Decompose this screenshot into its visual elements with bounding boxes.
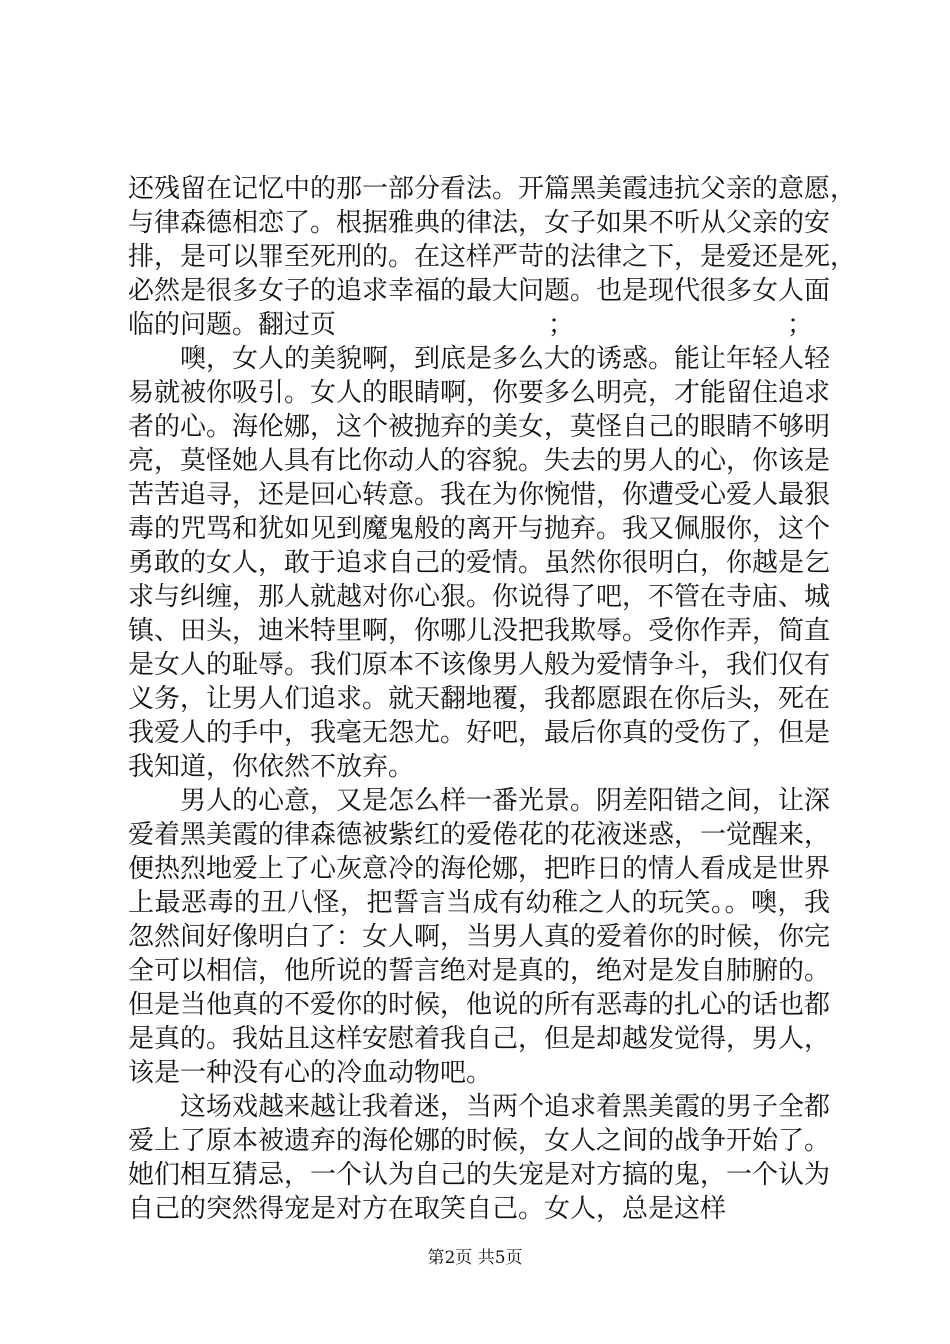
text-line: 自己的突然得宠是对方在取笑自己。女人，总是这样 [128,1194,727,1224]
text-line: 易就被你吸引。女人的眼睛啊，你要多么明亮，才能留住追求 [128,378,831,408]
text-line: 上最恶毒的丑八怪，把誓言当成有幼稚之人的玩笑。。噢，我 [128,888,830,918]
page-footer: 第2页 共5页 [427,1248,523,1268]
text-line: 但是当他真的不爱你的时候，他说的所有恶毒的扎心的话也都 [128,990,831,1020]
text-line: 者的心。海伦娜，这个被抛弃的美女，莫怪自己的眼睛不够明 [128,412,831,442]
text-line: 忽然间好像明白了：女人啊，当男人真的爱着你的时候，你完 [128,922,831,952]
text-line: 亮，莫怪她人具有比你动人的容貌。失去的男人的心，你该是 [128,446,831,476]
paragraph-first-line: 男人的心意，又是怎么样一番光景。阴差阳错之间，让深 [180,786,831,816]
text-line: 义务，让男人们追求。就天翻地覆，我都愿跟在你后头，死在 [128,684,831,714]
semicolon-mark: ； [548,310,575,340]
text-line: 我知道，你依然不放弃。 [128,752,415,782]
text-line: 还残留在记忆中的那一部分看法。开篇黑美霞违抗父亲的意愿， [128,174,857,204]
text-line: 爱着黑美霞的律森德被紫红的爱倦花的花液迷惑，一觉醒来， [128,820,831,850]
text-line: 是真的。我姑且这样安慰着我自己，但是却越发觉得，男人， [128,1024,831,1054]
text-line: 该是一种没有心的冷血动物吧。 [128,1058,493,1088]
text-line: 临的问题。翻过页 [128,310,337,340]
text-line: 与律森德相恋了。根据雅典的律法，女子如果不听从父亲的安 [128,208,831,238]
text-line: 爱上了原本被遗弃的海伦娜的时候，女人之间的战争开始了。 [128,1126,831,1156]
text-line: 便热烈地爱上了心灰意冷的海伦娜，把昨日的情人看成是世界 [128,854,831,884]
paragraph-first-line: 噢，女人的美貌啊，到底是多么大的诱惑。能让年轻人轻 [180,344,831,374]
text-line: 排，是可以罪至死刑的。在这样严苛的法律之下，是爱还是死， [128,242,857,272]
text-line: 是女人的耻辱。我们原本不该像男人般为爱情争斗，我们仅有 [128,650,831,680]
text-line: 我爱人的手中，我毫无怨尤。好吧，最后你真的受伤了，但是 [128,718,831,748]
text-line: 毒的咒骂和犹如见到魔鬼般的离开与抛弃。我又佩服你，这个 [128,514,831,544]
text-line: 苦苦追寻，还是回心转意。我在为你惋惜，你遭受心爱人最狠 [128,480,831,510]
text-line: 求与纠缠，那人就越对你心狠。你说得了吧，不管在寺庙、城 [128,582,831,612]
text-line: 勇敢的女人，敢于追求自己的爱情。虽然你很明白，你越是乞 [128,548,831,578]
text-line: 必然是很多女子的追求幸福的最大问题。也是现代很多女人面 [128,276,831,306]
text-line: 全可以相信，他所说的誓言绝对是真的，绝对是发自肺腑的。 [128,956,831,986]
semicolon-mark: ； [787,310,814,340]
text-line: 镇、田头，迪米特里啊，你哪儿没把我欺辱。受你作弄，简直 [128,616,831,646]
text-line: 她们相互猜忌，一个认为自己的失宠是对方搞的鬼，一个认为 [128,1160,831,1190]
paragraph-first-line: 这场戏越来越让我着迷，当两个追求着黑美霞的男子全都 [180,1092,831,1122]
